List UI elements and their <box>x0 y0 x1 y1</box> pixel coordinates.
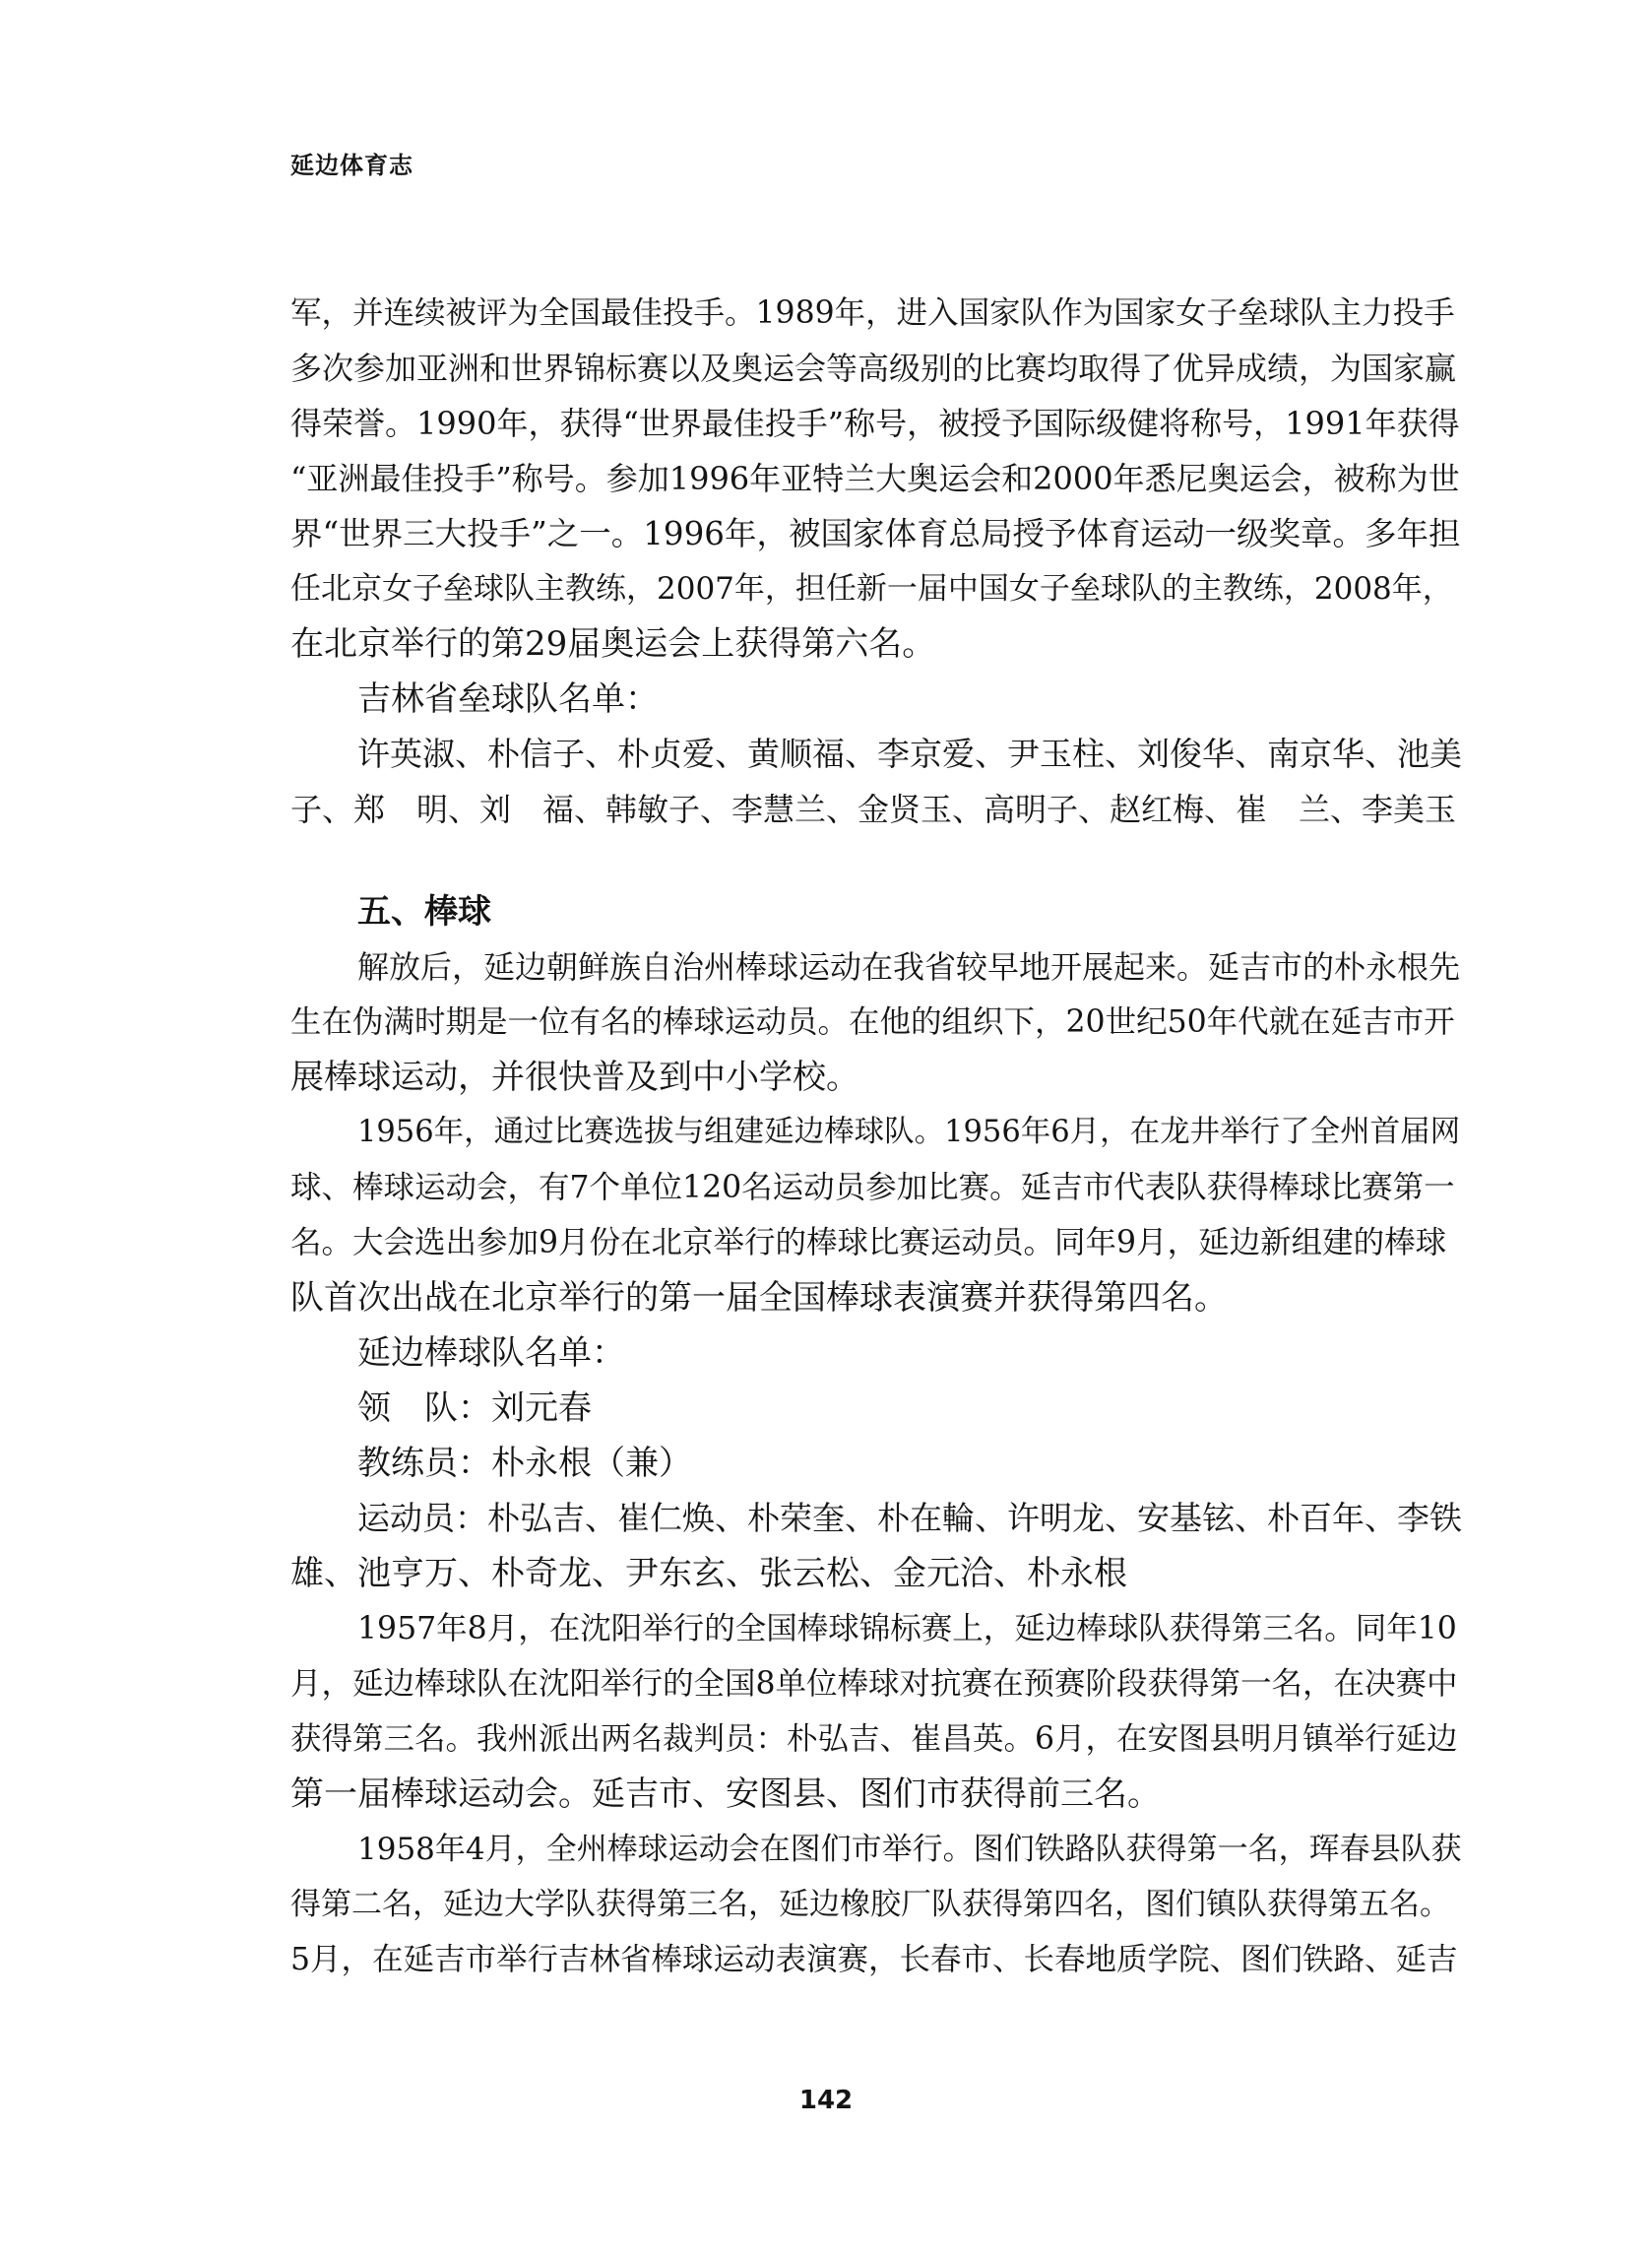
text-line: 延边棒球队名单： <box>357 1333 625 1373</box>
body-text <box>290 286 1464 1987</box>
text-line: 1957年8月，在沈阳举行的全国棒球锦标赛上，延边棒球队获得第三名。同年10 <box>357 1611 1457 1646</box>
text-line: 军，并连续被评为全国最佳投手。1989年，进入国家队作为国家女子垒球队主力投手 <box>290 295 1455 331</box>
text-line: 球、棒球运动会，有7个单位120名运动员参加比赛。延吉市代表队获得棒球比赛第一 <box>290 1170 1455 1205</box>
text-line: 吉林省垒球队名单： <box>357 679 659 719</box>
text-line: 得第二名，延边大学队获得第三名，延边橡胶厂队获得第四名，图们镇队获得第五名。 <box>290 1887 1450 1922</box>
text-line: 队首次出战在北京举行的第一届全国棒球表演赛并获得第四名。 <box>290 1278 1228 1318</box>
text-line: 雄、池亨万、朴奇龙、尹东玄、张云松、金元洽、朴永根 <box>290 1554 1127 1593</box>
text-line: 界“世界三大投手”之一。1996年，被国家体育总局授予体育运动一级奖章。多年担 <box>290 515 1461 552</box>
text-line: 展棒球运动，并很快普及到中小学校。 <box>290 1058 859 1097</box>
running-head: 延边体育志 <box>290 152 413 179</box>
text-line: 教练员：朴永根（兼） <box>357 1444 692 1483</box>
text-line: 子、郑 明、刘 福、韩敏子、李慧兰、金贤玉、高明子、赵红梅、崔 兰、李美玉 <box>290 791 1457 828</box>
text-line: 5月，在延吉市举行吉林省棒球运动表演赛，长春市、长春地质学院、图们铁路、延吉 <box>290 1942 1458 1977</box>
page-number: 142 <box>798 2086 854 2115</box>
text-line: 解放后，延边朝鲜族自治州棒球运动在我省较早地开展起来。延吉市的朴永根先 <box>357 948 1461 986</box>
section-gap <box>290 837 1464 884</box>
text-line: “亚洲最佳投手”称号。参加1996年亚特兰大奥运会和2000年悉尼奥运会，被称为世 <box>290 460 1460 497</box>
text-line: 第一届棒球运动会。延吉市、安图县、图们市获得前三名。 <box>290 1774 1161 1814</box>
text-line: 领 队：刘元春 <box>357 1388 592 1428</box>
text-line: 许英淑、朴信子、朴贞爱、黄顺福、李京爱、尹玉柱、刘俊华、南京华、池美 <box>357 735 1462 773</box>
text-line: 多次参加亚洲和世界锦标赛以及奥运会等高级别的比赛均取得了优异成绩，为国家赢 <box>290 350 1457 387</box>
text-line: 在北京举行的第29届奥运会上获得第六名。 <box>290 624 936 664</box>
text-line: 得荣誉。1990年，获得“世界最佳投手”称号，被授予国际级健将称号，1991年获得 <box>290 405 1460 442</box>
text-line: 名。大会选出参加9月份在北京举行的棒球比赛运动员。同年9月，延边新组建的棒球 <box>290 1225 1447 1260</box>
text-line: 任北京女子垒球队主教练，2007年，担任新一届中国女子垒球队的主教练，2008年， <box>290 571 1453 607</box>
text-line: 1958年4月，全州棒球运动会在图们市举行。图们铁路队获得第一名，珲春县队获 <box>357 1832 1462 1867</box>
section-title: 五、棒球 <box>357 892 491 932</box>
text-line: 月，延边棒球队在沈阳举行的全国8单位棒球对抗赛在预赛阶段获得第一名，在决赛中 <box>290 1666 1458 1702</box>
text-line: 生在伪满时期是一位有名的棒球运动员。在他的组织下，20世纪50年代就在延吉市开 <box>290 1004 1455 1040</box>
text-line: 获得第三名。我州派出两名裁判员：朴弘吉、崔昌英。6月，在安图县明月镇举行延边 <box>290 1721 1458 1757</box>
text-line: 运动员：朴弘吉、崔仁焕、朴荣奎、朴在輪、许明龙、安基铉、朴百年、李铁 <box>357 1499 1462 1537</box>
text-line: 1956年，通过比赛选拔与组建延边棒球队。1956年6月，在龙井举行了全州首届网 <box>357 1115 1461 1149</box>
